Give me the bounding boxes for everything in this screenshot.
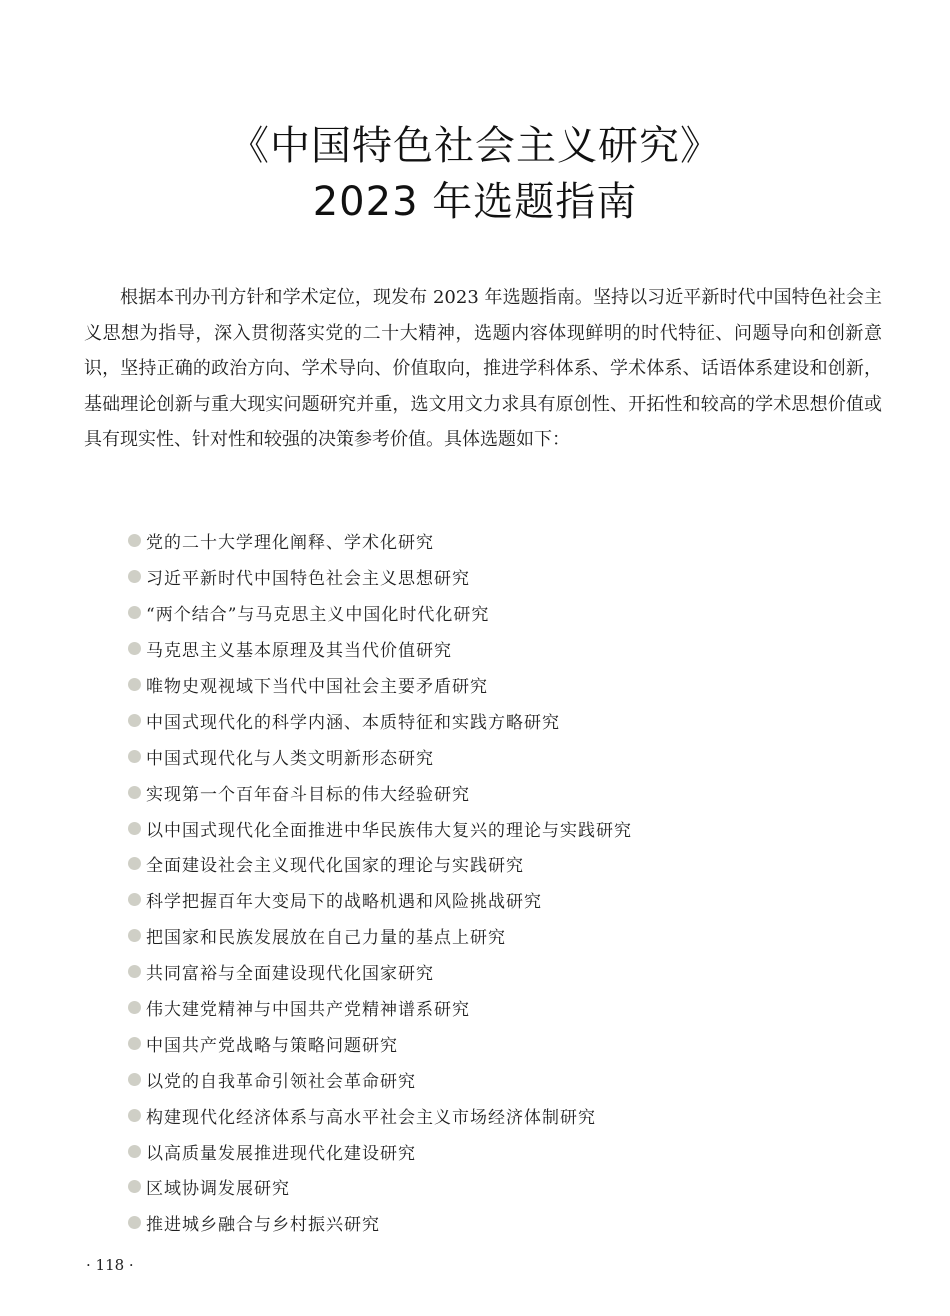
topic-label: 伟大建党精神与中国共产党精神谱系研究 <box>146 1000 470 1021</box>
topic-label: 科学把握百年大变局下的战略机遇和风险挑战研究 <box>146 892 542 913</box>
list-item <box>128 954 828 990</box>
topic-label: 共同富裕与全面建设现代化国家研究 <box>146 964 434 985</box>
list-item <box>128 1097 828 1133</box>
bullet-icon <box>128 534 141 547</box>
bullet-icon <box>128 678 141 691</box>
bullet-icon <box>128 750 141 763</box>
list-item <box>128 702 828 738</box>
bullet-icon <box>128 1001 141 1014</box>
list-item <box>128 1025 828 1061</box>
list-item <box>128 523 828 559</box>
topic-label: 中国式现代化与人类文明新形态研究 <box>146 748 434 769</box>
bullet-icon <box>128 1180 141 1193</box>
list-item <box>128 990 828 1026</box>
bullet-icon <box>128 929 141 942</box>
topic-label: 全面建设社会主义现代化国家的理论与实践研究 <box>146 856 524 877</box>
list-item <box>128 1205 828 1241</box>
bullet-icon <box>128 893 141 906</box>
list-item <box>128 595 828 631</box>
topic-label: 习近平新时代中国特色社会主义思想研究 <box>146 569 470 590</box>
topic-list <box>128 523 828 1241</box>
topic-label: 实现第一个百年奋斗目标的伟大经验研究 <box>146 784 470 805</box>
list-item <box>128 667 828 703</box>
topic-label: 党的二十大学理化阐释、学术化研究 <box>146 533 434 554</box>
list-item <box>128 774 828 810</box>
topic-label: 马克思主义基本原理及其当代价值研究 <box>146 641 452 662</box>
title-line-1: 《中国特色社会主义研究》 <box>229 123 721 169</box>
topic-label: 以党的自我革命引领社会革命研究 <box>146 1071 416 1092</box>
topic-label: 构建现代化经济体系与高水平社会主义市场经济体制研究 <box>146 1107 596 1128</box>
list-item <box>128 559 828 595</box>
topic-label: 推进城乡融合与乡村振兴研究 <box>146 1215 380 1236</box>
page-title <box>0 118 950 230</box>
bullet-icon <box>128 1216 141 1229</box>
list-item <box>128 846 828 882</box>
bullet-icon <box>128 857 141 870</box>
topic-label: 区域协调发展研究 <box>146 1179 290 1200</box>
list-item <box>128 810 828 846</box>
bullet-icon <box>128 570 141 583</box>
intro-paragraph: 根据本刊办刊方针和学术定位，现发布 2023 年选题指南。坚持以习近平新时代中国特色社会主义思想为指导，深入贯彻落实党的二十大精神，选题内容体现鲜明的时代特征、问题导向和创新意识，坚持正确的政治方向、学术导向、价值取向，推进学科体系、学术体系、话语体系建设和创新，基础理论创新与重大现实问题研究并重，选文用文力求具有原创性、开拓性和较高的学术思想价值或具有现实性、针对性和较强的决策参考价值。具体选题如下： <box>84 287 882 450</box>
topic-label: 唯物史观视域下当代中国社会主要矛盾研究 <box>146 677 488 697</box>
list-item <box>128 1169 828 1205</box>
bullet-icon <box>128 714 141 727</box>
topic-label: “两个结合”与马克思主义中国化时代化研究 <box>146 605 490 626</box>
list-item <box>128 631 828 667</box>
topic-label: 以中国式现代化全面推进中华民族伟大复兴的理论与实践研究 <box>146 820 632 841</box>
bullet-icon <box>128 1109 141 1122</box>
list-item <box>128 1133 828 1169</box>
topic-label: 中国共产党战略与策略问题研究 <box>146 1035 398 1056</box>
list-item <box>128 738 828 774</box>
bullet-icon <box>128 1145 141 1158</box>
bullet-icon <box>128 965 141 978</box>
bullet-icon <box>128 786 141 799</box>
bullet-icon <box>128 822 141 835</box>
bullet-icon <box>128 606 141 619</box>
topic-label: 把国家和民族发展放在自己力量的基点上研究 <box>146 928 506 949</box>
bullet-icon <box>128 1037 141 1050</box>
list-item <box>128 882 828 918</box>
list-item <box>128 1061 828 1097</box>
bullet-icon <box>128 1073 141 1086</box>
bullet-icon <box>128 642 141 655</box>
topic-label: 中国式现代化的科学内涵、本质特征和实践方略研究 <box>146 712 560 733</box>
topic-label: 以高质量发展推进现代化建设研究 <box>146 1143 416 1164</box>
title-line-2: 2023 年选题指南 <box>312 179 638 225</box>
list-item <box>128 918 828 954</box>
page-number: · 118 · <box>86 1256 134 1274</box>
